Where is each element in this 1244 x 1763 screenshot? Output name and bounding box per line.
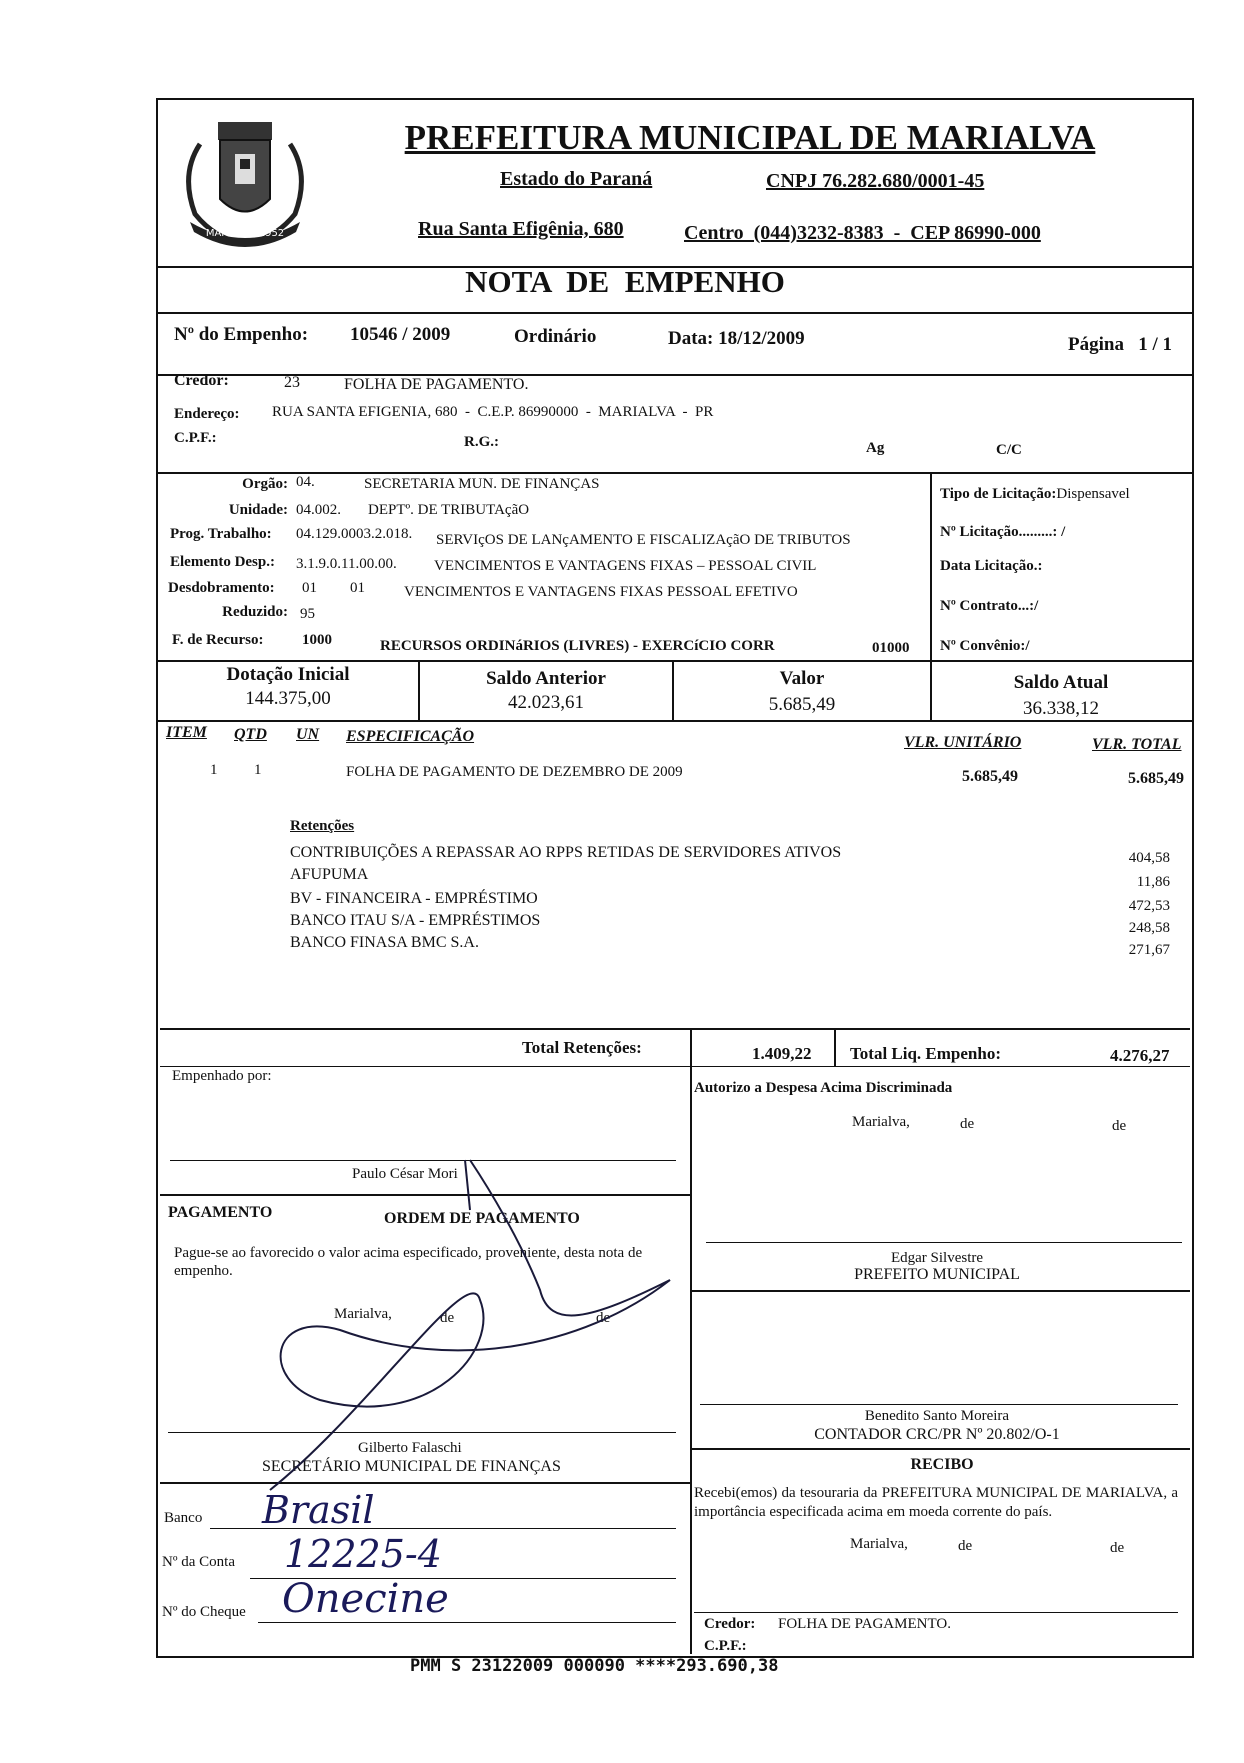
endereco-value: RUA SANTA EFIGENIA, 680 - C.E.P. 86990000 - MARIALVA - PR <box>272 404 714 420</box>
total-liquido-label: Total Liq. Empenho: <box>850 1044 1001 1063</box>
contador-name: Benedito Santo Moreira <box>864 1408 1010 1424</box>
empenho-number-label: Nº do Empenho: <box>174 324 309 345</box>
header-title: PREFEITURA MUNICIPAL DE MARIALVA <box>404 118 1096 157</box>
recibo-marialva: Marialva, <box>850 1536 908 1552</box>
recibo-credor-value: FOLHA DE PAGAMENTO. <box>778 1616 951 1632</box>
document-title: NOTA DE EMPENHO <box>465 264 785 299</box>
col-qtd: QTD <box>234 726 267 743</box>
secretario-role: SECRETÁRIO MUNICIPAL DE FINANÇAS <box>262 1458 561 1475</box>
contador-role: CONTADOR CRC/PR Nº 20.802/O-1 <box>814 1426 1060 1443</box>
total-retencoes-value: 1.409,22 <box>752 1044 812 1063</box>
orgao-code: 04. <box>296 474 315 490</box>
header-street: Rua Santa Efigênia, 680 <box>418 218 624 240</box>
unidade-name: DEPTº. DE TRIBUTAçãO <box>368 502 530 518</box>
autorizo-de-2: de <box>1112 1118 1127 1134</box>
signature-scribble <box>250 1150 700 1510</box>
valor-label: Valor <box>779 668 825 689</box>
col-item: ITEM <box>166 724 207 741</box>
item-qtd: 1 <box>254 762 262 778</box>
retencao-desc: BANCO ITAU S/A - EMPRÉSTIMOS <box>290 912 541 929</box>
elemento-label: Elemento Desp.: <box>170 554 275 570</box>
elemento-name: VENCIMENTOS E VANTAGENS FIXAS – PESSOAL CIVIL <box>434 558 817 574</box>
retencao-desc: BV - FINANCEIRA - EMPRÉSTIMO <box>290 890 538 907</box>
retencao-desc: BANCO FINASA BMC S.A. <box>290 934 479 951</box>
autorizo-marialva: Marialva, <box>852 1114 910 1130</box>
cheque-handwritten: Onecine <box>282 1576 449 1622</box>
tipo-licitacao-label: Tipo de Licitação: <box>940 486 1057 502</box>
item-unit-value: 5.685,49 <box>962 768 1018 785</box>
col-vlr-unitario: VLR. UNITÁRIO <box>904 734 1022 751</box>
pagamento-title: PAGAMENTO <box>168 1204 273 1221</box>
num-convenio: Nº Convênio:/ <box>940 638 1030 654</box>
autorizo-de-1: de <box>960 1116 975 1132</box>
prog-name: SERVIçOS DE LANçAMENTO E FISCALIZAçãO DE TRIBUTOS <box>436 532 851 548</box>
fonte-recurso-label: F. de Recurso: <box>172 632 264 648</box>
conta-label: Nº da Conta <box>162 1554 235 1570</box>
retencao-value: 472,53 <box>1128 898 1170 914</box>
prog-code: 04.129.0003.2.018. <box>296 526 413 542</box>
recibo-text: Recebi(emos) da tesouraria da PREFEITURA MUNICIPAL DE MARIALVA, a importância especificada acima em moeda corrente do país. <box>694 1485 1178 1520</box>
ordem-pagamento-title: ORDEM DE PAGAMENTO <box>384 1210 580 1227</box>
fonte-recurso-code: 1000 <box>302 632 332 648</box>
recibo-title: RECIBO <box>910 1456 974 1473</box>
empenho-number: 10546 / 2009 <box>350 324 451 345</box>
total-liquido-value: 4.276,27 <box>1110 1046 1170 1065</box>
col-un: UN <box>296 726 320 743</box>
rg-label: R.G.: <box>464 434 499 450</box>
unidade-code: 04.002. <box>296 502 341 518</box>
coat-of-arms-logo <box>170 104 320 254</box>
retencao-value: 271,67 <box>1128 942 1170 958</box>
tipo-licitacao <box>940 486 1130 503</box>
total-retencoes-label: Total Retenções: <box>522 1038 642 1057</box>
header-state: Estado do Paraná <box>500 168 653 190</box>
ordem-de-1: de <box>440 1310 455 1326</box>
item-total-value: 5.685,49 <box>1128 770 1184 787</box>
recibo-de-2: de <box>1110 1540 1125 1556</box>
ordem-marialva: Marialva, <box>334 1306 392 1322</box>
saldo-anterior-value: 42.023,61 <box>508 692 584 713</box>
recibo-de-1: de <box>958 1538 973 1554</box>
credor-code: 23 <box>284 374 300 391</box>
col-vlr-total: VLR. TOTAL <box>1092 736 1182 753</box>
cc-label: C/C <box>996 442 1022 458</box>
recibo-cpf-label: C.P.F.: <box>704 1638 747 1654</box>
valor-value: 5.685,49 <box>768 694 836 715</box>
desdobramento-code1: 01 <box>302 580 317 596</box>
elemento-code: 3.1.9.0.11.00.00. <box>296 556 397 572</box>
empenho-date: Data: 18/12/2009 <box>668 328 805 349</box>
retencao-value: 11,86 <box>1136 874 1170 890</box>
banco-label: Banco <box>164 1510 203 1526</box>
fonte-recurso-code2: 01000 <box>872 640 910 656</box>
autorizo-despesa: Autorizo a Despesa Acima Discriminada <box>694 1080 953 1096</box>
saldo-atual-value: 36.338,12 <box>1023 698 1099 719</box>
coat-of-arms-text: MARIALVA 1952 <box>205 228 285 239</box>
pague-se-text: Pague-se ao favorecido o valor acima especificado, proveniente, desta nota de empenho. <box>174 1245 643 1279</box>
dotacao-label: Dotação Inicial <box>226 664 350 685</box>
unidade-label: Unidade: <box>228 502 288 518</box>
dotacao-value: 144.375,00 <box>245 688 331 709</box>
header-address: Centro (044)3232-8383 - CEP 86990-000 <box>684 222 1041 244</box>
retencoes-title: Retenções <box>290 818 355 834</box>
credor-name: FOLHA DE PAGAMENTO. <box>344 376 529 393</box>
item-description: FOLHA DE PAGAMENTO DE DEZEMBRO DE 2009 <box>346 764 683 780</box>
recibo-credor-label: Credor: <box>704 1616 756 1632</box>
col-especificacao: ESPECIFICAÇÃO <box>346 728 475 745</box>
desdobramento-name: VENCIMENTOS E VANTAGENS FIXAS PESSOAL EFETIVO <box>404 584 798 600</box>
reduzido-value: 95 <box>300 606 315 622</box>
orgao-label: Orgão: <box>242 476 288 492</box>
credor-label: Credor: <box>174 372 229 389</box>
num-licitacao: Nº Licitação.........: / <box>940 524 1066 540</box>
retencao-desc: AFUPUMA <box>290 866 369 883</box>
prog-label: Prog. Trabalho: <box>170 526 272 542</box>
reduzido-label: Reduzido: <box>222 604 288 620</box>
data-licitacao: Data Licitação.: <box>940 558 1043 574</box>
prefeito-name: Edgar Silvestre <box>890 1250 984 1266</box>
empenho-type: Ordinário <box>514 326 597 347</box>
saldo-anterior-label: Saldo Anterior <box>486 668 606 689</box>
endereco-label: Endereço: <box>174 406 240 422</box>
header-cnpj: CNPJ 76.282.680/0001-45 <box>766 170 985 192</box>
desdobramento-code2: 01 <box>350 580 365 596</box>
desdobramento-label: Desdobramento: <box>168 580 275 596</box>
banco-handwritten: Brasil <box>262 1488 375 1532</box>
cpf-label: C.P.F.: <box>174 430 217 446</box>
retencao-value: 248,58 <box>1128 920 1170 936</box>
orgao-name: SECRETARIA MUN. DE FINANÇAS <box>364 476 600 492</box>
ag-label: Ag <box>866 440 885 456</box>
secretario-name: Gilberto Falaschi <box>358 1440 462 1456</box>
saldo-atual-label: Saldo Atual <box>1013 672 1109 693</box>
num-contrato: Nº Contrato...:/ <box>940 598 1039 614</box>
cheque-label: Nº do Cheque <box>162 1604 246 1620</box>
retencao-desc: CONTRIBUIÇÕES A REPASSAR AO RPPS RETIDAS DE SERVIDORES ATIVOS <box>290 844 842 861</box>
empenhado-por-name: Paulo César Mori <box>352 1166 458 1182</box>
ordem-de-2: de <box>596 1310 611 1326</box>
tipo-licitacao-value: Dispensavel <box>1056 486 1130 502</box>
retencao-value: 404,58 <box>1128 850 1170 866</box>
conta-handwritten: 12225-4 <box>284 1532 442 1576</box>
footer-stamp: PMM S 23122009 000090 ****293.690,38 <box>410 1656 779 1676</box>
empenhado-por-label: Empenhado por: <box>172 1068 272 1084</box>
item-number: 1 <box>210 762 218 778</box>
fonte-recurso-name: RECURSOS ORDINáRIOS (LIVRES) - EXERCíCIO CORR <box>380 638 775 654</box>
page-number: Página 1 / 1 <box>1068 334 1172 355</box>
prefeito-role: PREFEITO MUNICIPAL <box>854 1266 1020 1283</box>
